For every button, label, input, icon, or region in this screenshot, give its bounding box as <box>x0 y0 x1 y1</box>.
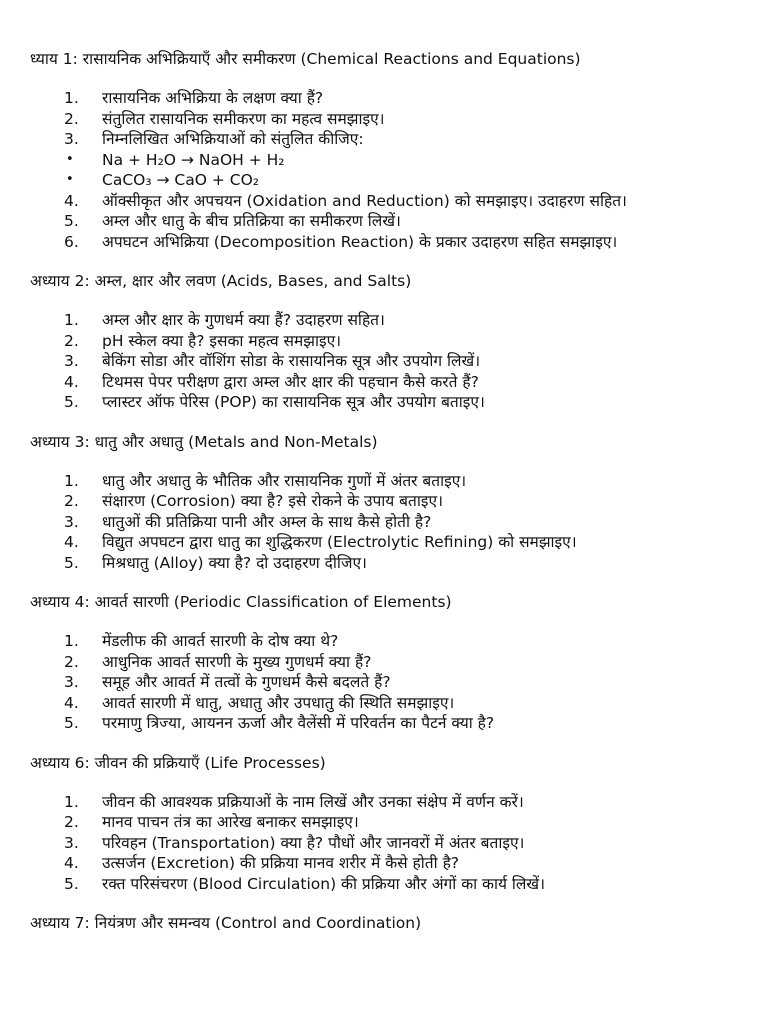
list-item <box>30 331 760 352</box>
question-text: धातुओं की प्रतिक्रिया पानी और अम्ल के साथ कैसे होती है? <box>102 512 432 531</box>
question-text: समूह और आवर्त में तत्वों के गुणधर्म कैसे बदलते हैं? <box>102 673 391 691</box>
question-text: मानव पाचन तंत्र का आरेख बनाकर समझाइए। <box>102 813 359 831</box>
item-number: 5. <box>64 874 79 893</box>
list-item <box>30 170 760 191</box>
chapter-section <box>30 750 760 895</box>
bullet-marker: • <box>66 151 74 167</box>
item-number: 3. <box>64 673 79 691</box>
question-text: बेकिंग सोडा और वॉशिंग सोडा के रासायनिक सूत्र और उपयोग लिखें। <box>102 352 481 370</box>
question-text: अपघटन अभिक्रिया (Decomposition Reaction) के प्रकार उदाहरण सहित समझाइए। <box>102 232 618 251</box>
question-text: परिवहन (Transportation) क्या है? पौधों और जानवरों में अंतर बताइए। <box>102 833 525 852</box>
question-text: मेंडलीफ की आवर्त सारणी के दोष क्या थे? <box>102 632 339 650</box>
item-number: 4. <box>64 533 79 551</box>
item-number: 4. <box>64 372 79 391</box>
item-number: 2. <box>64 813 79 831</box>
item-number: 5. <box>64 553 79 572</box>
item-number: 3. <box>64 130 79 148</box>
list-item <box>30 553 760 574</box>
item-number: 1. <box>64 311 79 329</box>
list-item <box>30 713 760 734</box>
question-text: जीवन की आवश्यक प्रक्रियाओं के नाम लिखें और उनका संक्षेप में वर्णन करें। <box>102 792 524 811</box>
item-number: 1. <box>64 89 79 107</box>
item-number: 1. <box>64 632 79 650</box>
question-list <box>30 471 760 574</box>
list-item <box>30 652 760 673</box>
list-item <box>30 693 760 714</box>
question-text: मिश्रधातु (Alloy) क्या है? दो उदाहरण दीजिए। <box>102 553 367 572</box>
chapter-section <box>30 910 760 936</box>
chapter-title: अध्याय 3: धातु और अधातु (Metals and Non-Metals) <box>30 432 378 451</box>
question-text: आधुनिक आवर्त सारणी के मुख्य गुणधर्म क्या हैं? <box>102 652 372 671</box>
question-text: धातु और अधातु के भौतिक और रासायनिक गुणों में अंतर बताइए। <box>102 471 467 490</box>
question-text: संक्षारण (Corrosion) क्या है? इसे रोकने के उपाय बताइए। <box>102 492 443 510</box>
list-item <box>30 150 760 171</box>
list-item <box>30 232 760 253</box>
item-number: 1. <box>64 471 79 490</box>
question-text: ऑक्सीकृत और अपचयन (Oxidation and Reduction) को समझाइए। उदाहरण सहित। <box>102 191 627 210</box>
question-list <box>30 792 760 895</box>
item-number: 3. <box>64 833 79 852</box>
list-item <box>30 351 760 372</box>
chapter-title: अध्याय 4: आवर्त सारणी (Periodic Classification of Elements) <box>30 593 452 611</box>
item-number: 3. <box>64 512 79 531</box>
list-item <box>30 491 760 512</box>
list-item <box>30 372 760 393</box>
list-item <box>30 672 760 693</box>
question-text: परमाणु त्रिज्या, आयनन ऊर्जा और वैलेंसी में परिवर्तन का पैटर्न क्या है? <box>102 714 495 732</box>
item-number: 2. <box>64 652 79 671</box>
chapter-section <box>30 46 760 252</box>
question-text: विद्युत अपघटन द्वारा धातु का शुद्धिकरण (Electrolytic Refining) को समझाइए। <box>102 533 577 551</box>
question-text: संतुलित रासायनिक समीकरण का महत्व समझाइए। <box>102 109 385 128</box>
list-item <box>30 812 760 833</box>
list-item <box>30 310 760 331</box>
chapter-section <box>30 429 760 574</box>
question-text: Na + H₂O → NaOH + H₂ <box>102 150 285 169</box>
item-number: 2. <box>64 492 79 510</box>
item-number: 2. <box>64 331 79 350</box>
question-text: टिथमस पेपर परीक्षण द्वारा अम्ल और क्षार की पहचान कैसे करते हैं? <box>102 372 479 391</box>
item-number: 5. <box>64 393 79 411</box>
chapter-title: ध्याय 1: रासायनिक अभिक्रियाएँ और समीकरण (Chemical Reactions and Equations) <box>30 50 581 68</box>
list-item <box>30 512 760 533</box>
question-text: pH स्केल क्या है? इसका महत्व समझाइए। <box>102 331 342 350</box>
chapter-section <box>30 589 760 734</box>
list-item <box>30 853 760 874</box>
list-item <box>30 792 760 813</box>
list-item <box>30 109 760 130</box>
question-text: CaCO₃ → CaO + CO₂ <box>102 171 259 189</box>
list-item <box>30 191 760 212</box>
list-item <box>30 532 760 553</box>
item-number: 2. <box>64 109 79 128</box>
list-item <box>30 471 760 492</box>
item-number: 6. <box>64 232 79 251</box>
question-text: निम्नलिखित अभिक्रियाओं को संतुलित कीजिए: <box>102 130 364 148</box>
question-text: प्लास्टर ऑफ पेरिस (POP) का रासायनिक सूत्र और उपयोग बताइए। <box>102 393 485 411</box>
item-number: 4. <box>64 854 79 872</box>
item-number: 4. <box>64 693 79 712</box>
bullet-marker: • <box>66 172 74 187</box>
item-number: 1. <box>64 792 79 811</box>
item-number: 3. <box>64 352 79 370</box>
question-list <box>30 631 760 734</box>
chapter-title: अध्याय 6: जीवन की प्रक्रियाएँ (Life Processes) <box>30 753 326 772</box>
item-number: 5. <box>64 212 79 230</box>
question-text: आवर्त सारणी में धातु, अधातु और उपधातु की स्थिति समझाइए। <box>102 693 455 712</box>
list-item <box>30 392 760 413</box>
list-item <box>30 88 760 109</box>
list-item <box>30 129 760 150</box>
document-body <box>30 46 760 936</box>
list-item <box>30 211 760 232</box>
question-text: रासायनिक अभिक्रिया के लक्षण क्या हैं? <box>102 89 324 107</box>
item-number: 5. <box>64 714 79 732</box>
chapter-title: अध्याय 2: अम्ल, क्षार और लवण (Acids, Bases, and Salts) <box>30 272 412 290</box>
chapter-title: अध्याय 7: नियंत्रण और समन्वय (Control and Coordination) <box>30 914 422 932</box>
question-list <box>30 88 760 252</box>
list-item <box>30 874 760 895</box>
question-text: अम्ल और क्षार के गुणधर्म क्या हैं? उदाहरण सहित। <box>102 311 385 329</box>
question-list <box>30 310 760 413</box>
chapter-section <box>30 268 760 413</box>
question-text: रक्त परिसंचरण (Blood Circulation) की प्रक्रिया और अंगों का कार्य लिखें। <box>102 874 545 893</box>
question-text: उत्सर्जन (Excretion) की प्रक्रिया मानव शरीर में कैसे होती है? <box>102 854 460 872</box>
list-item <box>30 833 760 854</box>
item-number: 4. <box>64 191 79 210</box>
list-item <box>30 631 760 652</box>
question-text: अम्ल और धातु के बीच प्रतिक्रिया का समीकरण लिखें। <box>102 212 401 230</box>
